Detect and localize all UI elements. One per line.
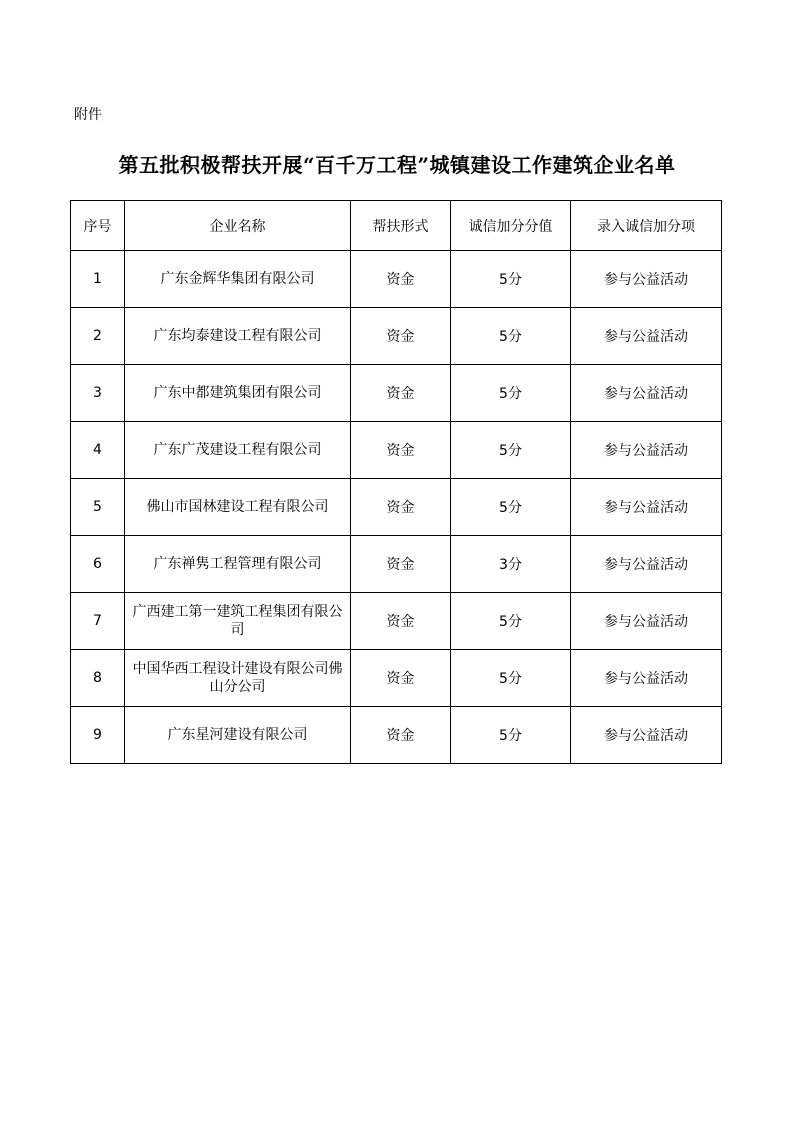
table-row [71, 707, 722, 764]
header-company-name: 企业名称 [125, 201, 351, 251]
row-credit-score: 5分 [451, 365, 571, 422]
enterprise-table [70, 200, 722, 764]
row-support-form: 资金 [351, 251, 451, 308]
row-no: 9 [71, 707, 125, 764]
row-company-name: 广东均泰建设工程有限公司 [125, 308, 351, 365]
document-title: 第五批积极帮扶开展“百千万工程”城镇建设工作建筑企业名单 [118, 153, 676, 177]
row-company-name: 广东金辉华集团有限公司 [125, 251, 351, 308]
row-credit-item: 参与公益活动 [571, 308, 722, 365]
row-no: 1 [71, 251, 125, 308]
row-credit-score: 5分 [451, 251, 571, 308]
row-no: 6 [71, 536, 125, 593]
header-credit-score: 诚信加分分值 [451, 201, 571, 251]
row-support-form: 资金 [351, 536, 451, 593]
header-no: 序号 [71, 201, 125, 251]
row-credit-item: 参与公益活动 [571, 479, 722, 536]
row-credit-item: 参与公益活动 [571, 422, 722, 479]
row-credit-score: 5分 [451, 479, 571, 536]
row-credit-item: 参与公益活动 [571, 365, 722, 422]
header-support-form: 帮扶形式 [351, 201, 451, 251]
row-credit-score: 5分 [451, 308, 571, 365]
row-support-form: 资金 [351, 479, 451, 536]
row-credit-item: 参与公益活动 [571, 650, 722, 707]
row-company-name: 广东星河建设有限公司 [125, 707, 351, 764]
row-support-form: 资金 [351, 308, 451, 365]
row-company-name: 广东中都建筑集团有限公司 [125, 365, 351, 422]
attachment-label: 附件 [74, 107, 102, 123]
row-no: 4 [71, 422, 125, 479]
table-row [71, 308, 722, 365]
row-no: 7 [71, 593, 125, 650]
row-credit-item: 参与公益活动 [571, 536, 722, 593]
row-credit-score: 3分 [451, 536, 571, 593]
table-row [71, 422, 722, 479]
row-credit-item: 参与公益活动 [571, 707, 722, 764]
row-support-form: 资金 [351, 422, 451, 479]
row-credit-score: 5分 [451, 650, 571, 707]
row-support-form: 资金 [351, 707, 451, 764]
row-credit-item: 参与公益活动 [571, 593, 722, 650]
row-support-form: 资金 [351, 593, 451, 650]
row-no: 5 [71, 479, 125, 536]
row-credit-score: 5分 [451, 707, 571, 764]
row-company-name: 广东广茂建设工程有限公司 [125, 422, 351, 479]
row-company-name: 广东禅隽工程管理有限公司 [125, 536, 351, 593]
table-header-row [71, 201, 722, 251]
row-credit-score: 5分 [451, 422, 571, 479]
row-credit-score: 5分 [451, 593, 571, 650]
row-no: 2 [71, 308, 125, 365]
table-row [71, 479, 722, 536]
row-support-form: 资金 [351, 650, 451, 707]
row-company-name: 佛山市国林建设工程有限公司 [125, 479, 351, 536]
row-company-name: 中国华西工程设计建设有限公司佛山分公司 [125, 650, 351, 707]
table-row [71, 251, 722, 308]
row-credit-item: 参与公益活动 [571, 251, 722, 308]
table-row [71, 536, 722, 593]
row-no: 3 [71, 365, 125, 422]
row-support-form: 资金 [351, 365, 451, 422]
table-row [71, 365, 722, 422]
table-row [71, 650, 722, 707]
row-company-name: 广西建工第一建筑工程集团有限公司 [125, 593, 351, 650]
table-row [71, 593, 722, 650]
header-credit-item: 录入诚信加分项 [571, 201, 722, 251]
row-no: 8 [71, 650, 125, 707]
